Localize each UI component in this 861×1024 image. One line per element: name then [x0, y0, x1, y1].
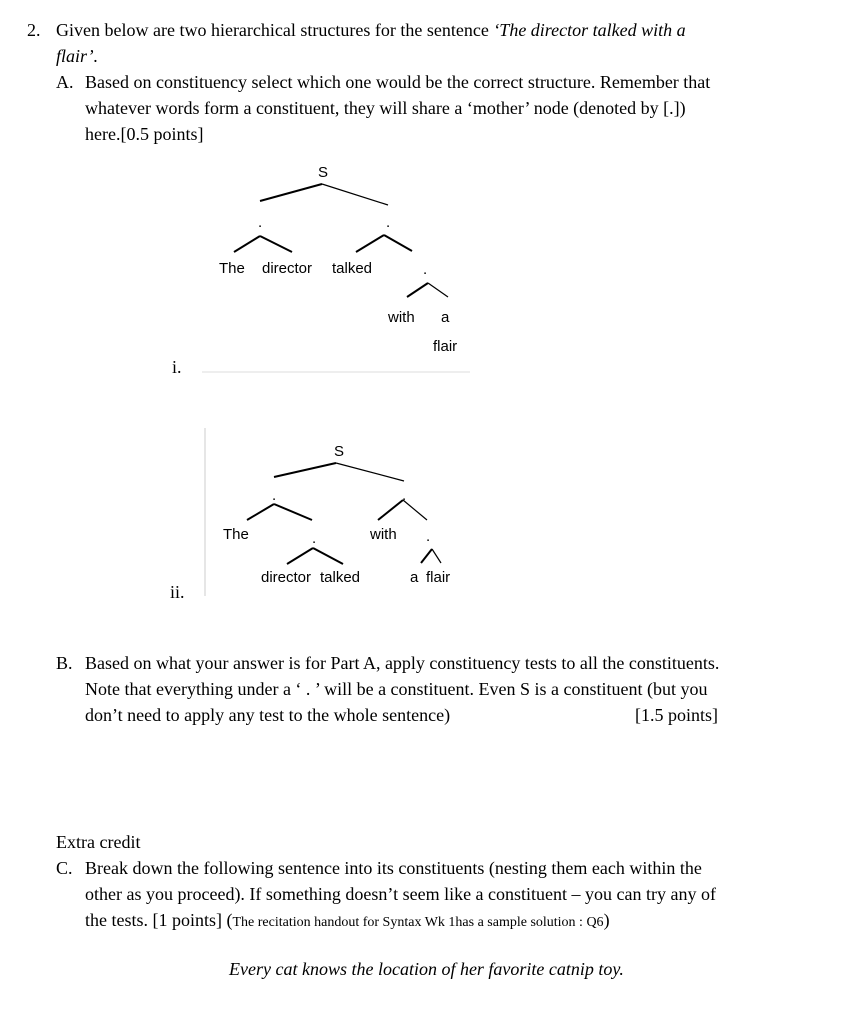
part-a-line-2: whatever words form a constituent, they will share a ‘mother’ node (denoted by [.]) [85, 98, 686, 118]
part-c-line-1: Break down the following sentence into its constituents (nesting them each within the [85, 858, 702, 878]
tree-ii-root-label: S [334, 443, 345, 460]
tree-ii-node-dot: . [426, 528, 431, 545]
part-c-line-2: other as you proceed). If something doesn’t seem like a constituent – you can try any of [85, 884, 716, 904]
tree-ii-word-director: director [261, 569, 312, 586]
tree-i-node-dot: . [258, 214, 263, 231]
tree-ii-roman-label: ii. [170, 582, 185, 602]
tree-ii-word-with: with [370, 526, 397, 543]
part-b-line-1: Based on what your answer is for Part A, apply constituency tests to all the constituents. [85, 653, 720, 673]
tree-ii-word-talked: talked [320, 569, 361, 586]
question-number: 2. [27, 20, 41, 40]
tree-ii-word-a: a [410, 569, 419, 586]
part-b-points: [1.5 points] [635, 705, 718, 725]
question-intro-text: Given below are two hierarchical structures for the sentence [56, 20, 489, 40]
tree-ii-branches [247, 463, 441, 564]
part-a-label: A. [56, 72, 74, 92]
part-c-line-3-main: the tests. [1 points] [85, 910, 222, 930]
example-sentence: Every cat knows the location of her favorite catnip toy. [229, 959, 624, 979]
tree-i-word-director: director [262, 260, 313, 277]
question-sentence-close: flair’. [56, 46, 99, 66]
part-a-line-3: here.[0.5 points] [85, 124, 204, 144]
tree-i-word-a: a [441, 309, 450, 326]
part-c-line-3 [85, 907, 610, 936]
tree-ii-node-dot: . [272, 487, 277, 504]
part-c-label: C. [56, 858, 73, 878]
tree-ii-node-dot: . [312, 530, 317, 547]
tree-i-word-flair: flair [433, 338, 458, 355]
tree-ii-word-flair: flair [426, 569, 451, 586]
part-c-note-close: ) [603, 910, 610, 930]
tree-i-word-with: with [388, 309, 415, 326]
tree-i-word-talked: talked [332, 260, 373, 277]
tree-ii-node-dot: . [402, 487, 407, 504]
part-a-line-1: Based on constituency select which one would be the correct structure. Remember that [85, 72, 711, 92]
part-b-line-2: Note that everything under a ‘ . ’ will be a constituent. Even S is a constituent (but you [85, 679, 708, 699]
extra-credit-heading: Extra credit [56, 832, 141, 852]
part-c-note-open: ( [226, 910, 233, 930]
tree-i-roman-label: i. [172, 357, 182, 377]
tree-i-root-label: S [318, 164, 329, 181]
tree-i-node-dot: . [423, 261, 428, 278]
tree-i-branches [234, 184, 448, 297]
question-sentence-open: ‘The director talked with a [493, 20, 686, 40]
tree-i-node-dot: . [386, 214, 391, 231]
tree-ii-word-the: The [223, 526, 249, 543]
part-b-label: B. [56, 653, 73, 673]
tree-i-word-the: The [219, 260, 245, 277]
part-b-line-3: don’t need to apply any test to the whole sentence) [85, 705, 451, 725]
part-c-note: The recitation handout for Syntax Wk 1has a sample solution : Q6 [232, 915, 604, 930]
